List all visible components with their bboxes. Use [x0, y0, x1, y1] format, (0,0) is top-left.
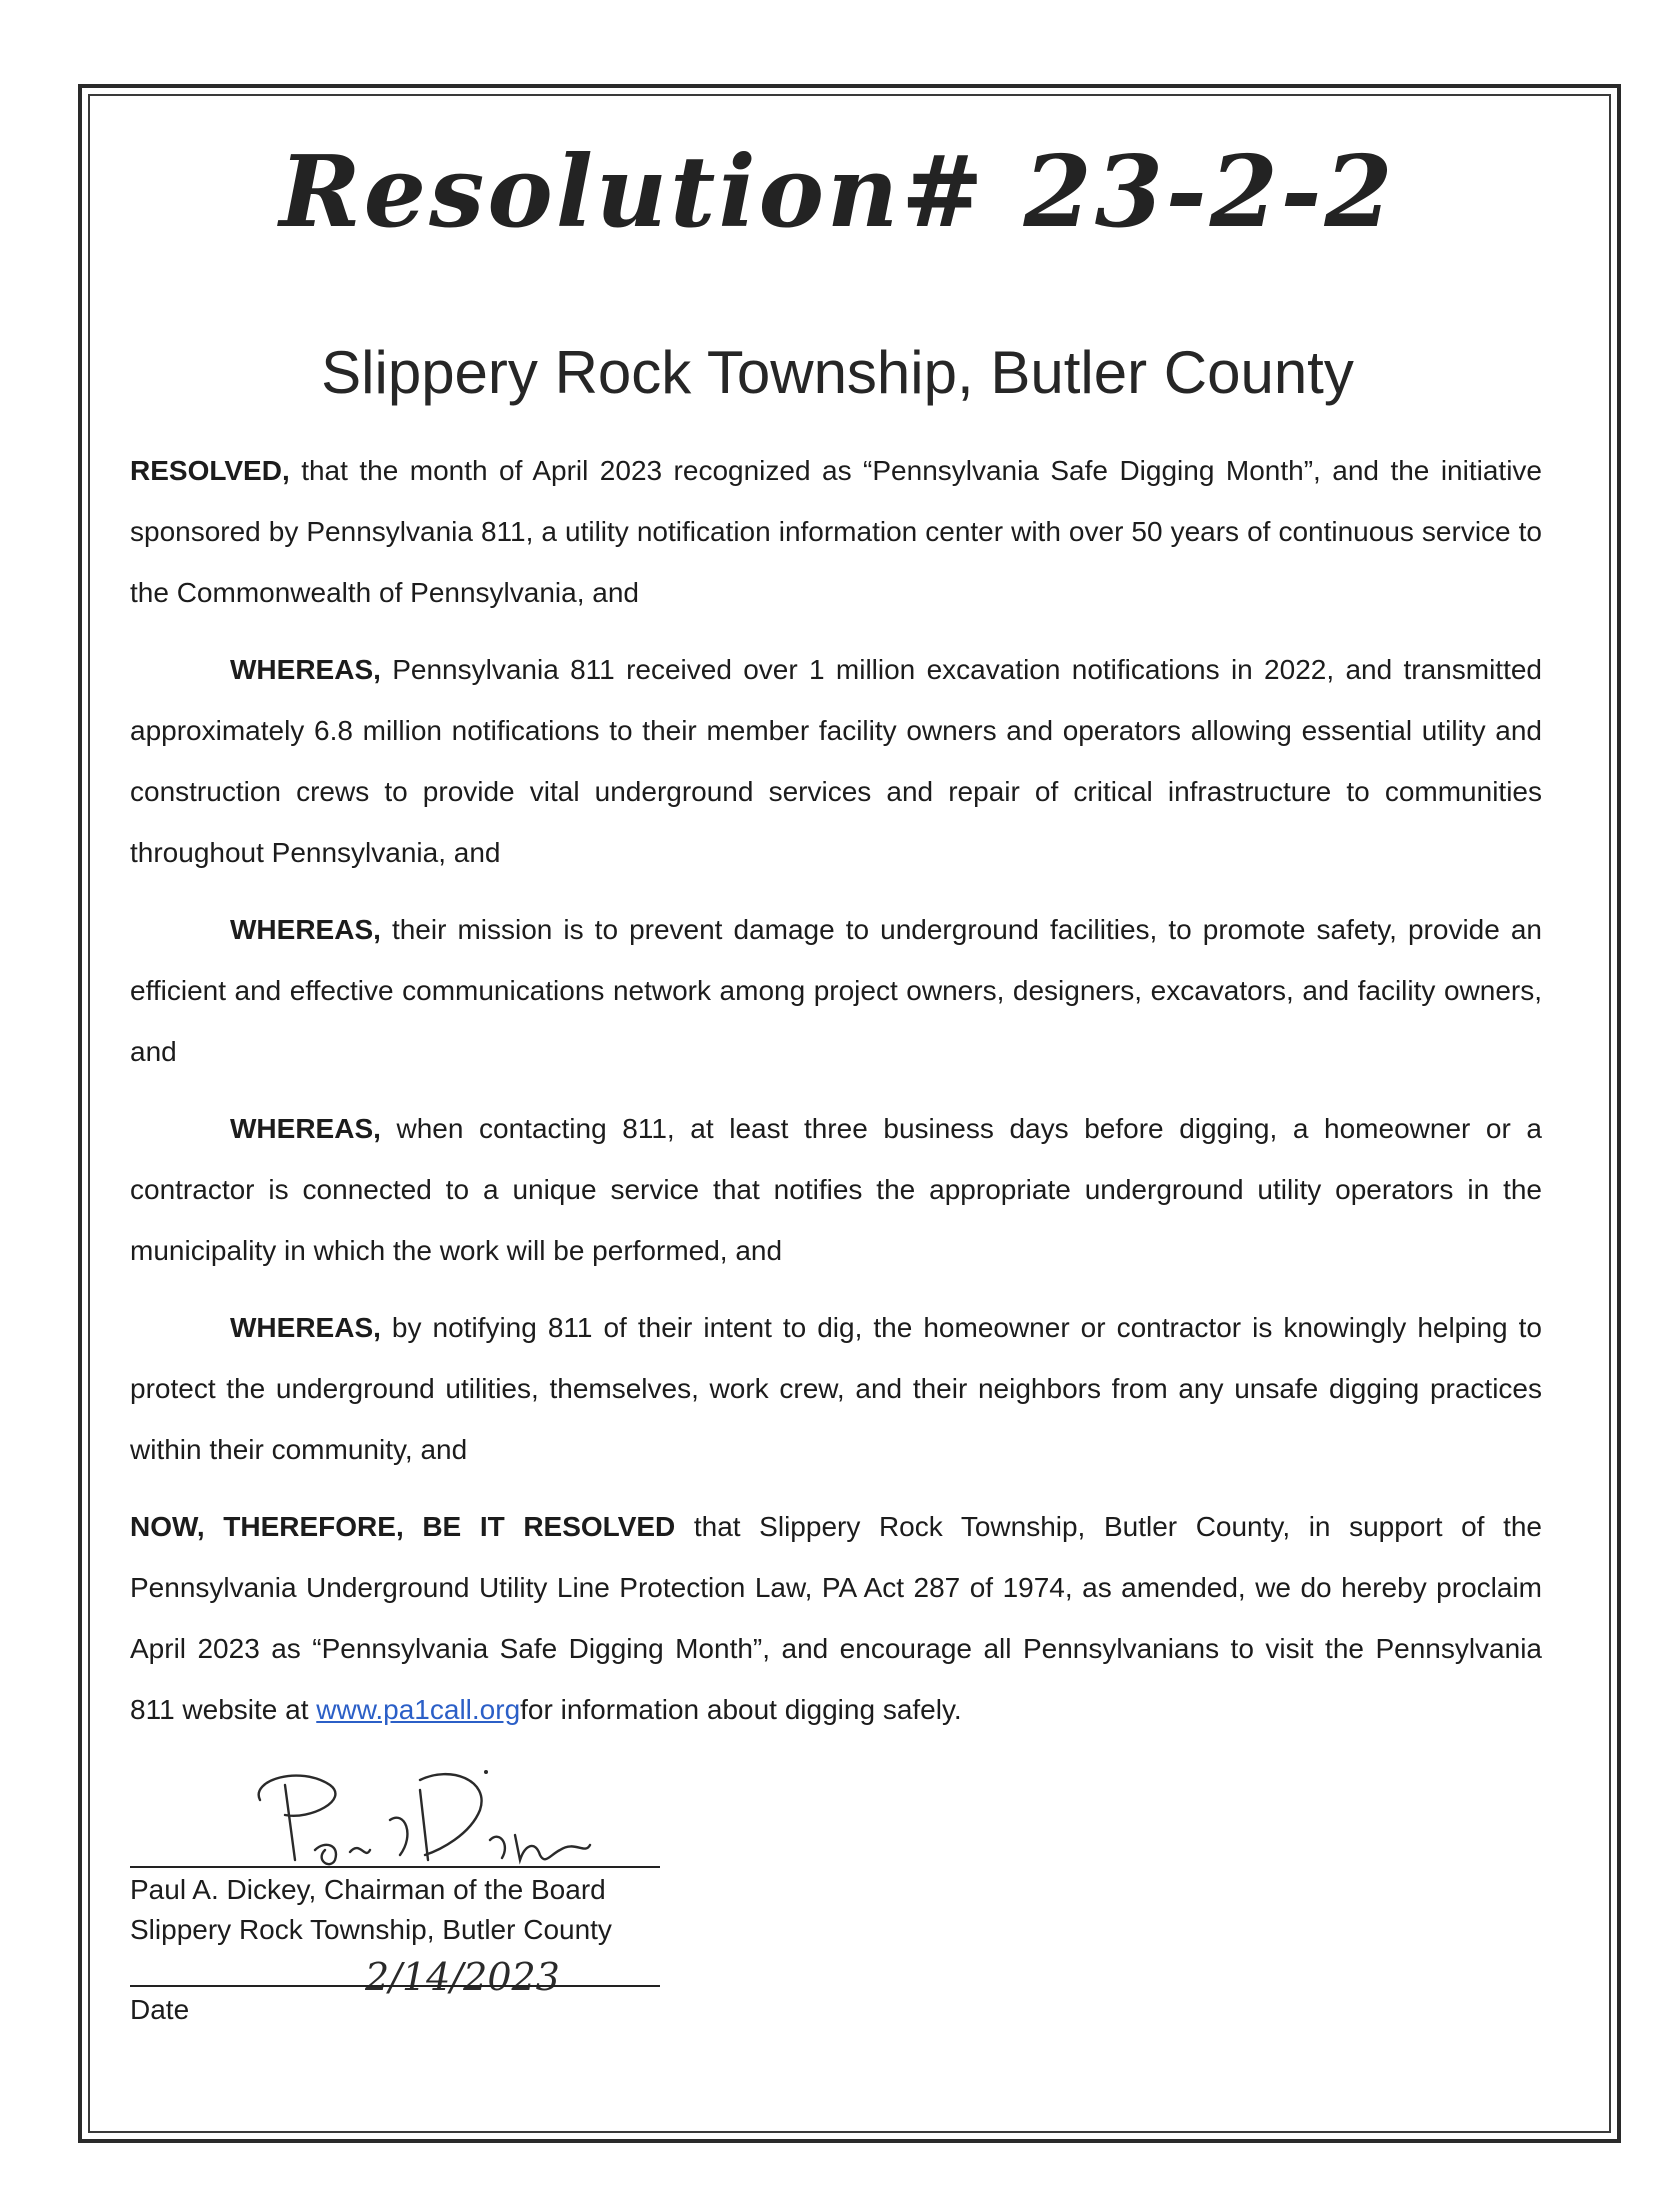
date-line: [130, 1985, 660, 1987]
paragraph-keyword: NOW, THEREFORE, BE IT RESOLVED: [130, 1511, 676, 1542]
paragraph-text: that the month of April 2023 recognized as “Pennsylvania Safe Digging Month”, and the initiative sponsored by Pennsylvania 811, a utility notification information center with over 50 years of continuous service to the Commonwealth of Pennsylvania, and: [130, 455, 1542, 608]
signer-name: Paul A. Dickey, Chairman of the Board: [130, 1874, 606, 1905]
signer-organization: Slippery Rock Township, Butler County: [130, 1914, 612, 1945]
paragraph-now-therefore: [130, 1496, 1542, 1740]
pa811-website-link[interactable]: www.pa1call.org: [316, 1694, 521, 1725]
paragraph-keyword: WHEREAS,: [230, 654, 381, 685]
handwritten-date: [365, 1950, 685, 2010]
paragraph-keyword: WHEREAS,: [230, 1113, 381, 1144]
handwritten-date-text: 2/14/2023: [365, 1955, 560, 1999]
paragraph-text-tail: for information about digging safely.: [520, 1694, 962, 1725]
handwritten-signature: [190, 1760, 690, 1870]
resolution-body: [130, 440, 1542, 1756]
paragraph-text: when contacting 811, at least three business days before digging, a homeowner or a contractor is connected to a unique service that notifies the appropriate underground utility operators in the municipality in which the work will be performed, and: [130, 1113, 1542, 1266]
signature-line: [130, 1866, 660, 1868]
date-label: Date: [130, 1994, 190, 2025]
paragraph-whereas-2: [130, 899, 1542, 1082]
paragraph-text: Pennsylvania 811 received over 1 million excavation notifications in 2022, and transmitted approximately 6.8 million notifications to their member facility owners and operators allowing essential utility and construction crews to provide vital underground services and repair of critical infrastructure to communities throughout Pennsylvania, and: [130, 654, 1542, 868]
paragraph-keyword: WHEREAS,: [230, 1312, 381, 1343]
paragraph-resolved: [130, 440, 1542, 623]
paragraph-text: their mission is to prevent damage to underground facilities, to promote safety, provide an efficient and effective communications network among project owners, designers, excavators, and facility owners, and: [130, 914, 1542, 1067]
township-subtitle: Slippery Rock Township, Butler County: [321, 339, 1354, 406]
paragraph-keyword: RESOLVED,: [130, 455, 290, 486]
paragraph-text: that Slippery Rock Township, Butler County, in support of the Pennsylvania Underground Utility Line Protection Law, PA Act 287 of 1974, as amended, we do hereby proclaim April 2023 as “Pennsylvania Safe Digging Month”, and encourage all Pennsylvanians to visit the Pennsylvania 811 website at: [130, 1511, 1542, 1725]
paragraph-whereas-4: [130, 1297, 1542, 1480]
resolution-title: Resolution# 23-2-2: [279, 135, 1396, 250]
paragraph-keyword: WHEREAS,: [230, 914, 381, 945]
paragraph-text: by notifying 811 of their intent to dig, the homeowner or contractor is knowingly helping to protect the underground utilities, themselves, work crew, and their neighbors from any unsafe digging practices within their community, and: [130, 1312, 1542, 1465]
paragraph-whereas-1: [130, 639, 1542, 883]
paragraph-whereas-3: [130, 1098, 1542, 1281]
